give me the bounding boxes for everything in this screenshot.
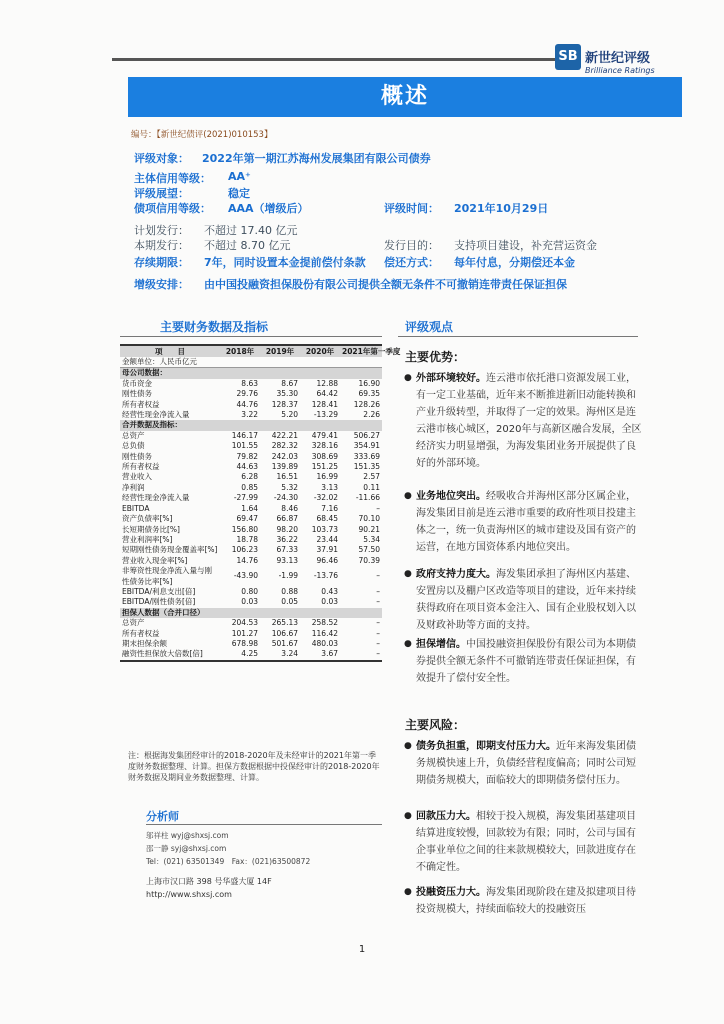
- table-header-cell: 2019年: [260, 346, 300, 357]
- table-cell: 69.35: [358, 389, 380, 399]
- table-cell: 308.69: [311, 451, 338, 461]
- table-cell: 98.20: [276, 524, 298, 534]
- table-cell: 0.85: [241, 482, 258, 492]
- table-cell: –: [376, 597, 380, 607]
- table-row: [120, 452, 382, 462]
- table-cell: –: [376, 638, 380, 648]
- bond-rating-label: 债项信用等级：: [134, 202, 211, 215]
- table-row: [120, 441, 382, 451]
- bullet-icon: ●: [404, 887, 412, 897]
- strengths-item-lead: 业务地位突出。: [416, 491, 486, 502]
- table-cell: 29.76: [236, 389, 258, 399]
- bullet-icon: ●: [404, 373, 412, 383]
- table-cell: 4.25: [241, 649, 258, 659]
- table-cell: 44.76: [236, 399, 258, 409]
- table-row-label: 所有者权益: [122, 399, 160, 409]
- table-cell: 5.34: [363, 534, 380, 544]
- bullet-icon: ●: [404, 811, 412, 821]
- table-cell: 3.67: [321, 649, 338, 659]
- table-cell: 151.35: [353, 462, 380, 472]
- table-header-cell: 2021年第一季度: [342, 347, 401, 356]
- risks-item-lead: 债务负担重，即期支付压力大。: [416, 741, 556, 752]
- table-cell: 1.64: [241, 503, 258, 513]
- table-cell: 16.90: [358, 378, 380, 388]
- table-row-label: 净利润: [122, 482, 145, 492]
- table-cell: 16.51: [276, 472, 298, 482]
- financial-section-rule: [120, 336, 382, 337]
- table-row: [120, 389, 382, 399]
- table-row: [120, 556, 382, 566]
- table-cell: 69.47: [236, 514, 258, 524]
- term-label: 存续期限：: [134, 256, 189, 269]
- page-number: 1: [358, 944, 366, 955]
- table-cell: 3.22: [241, 410, 258, 420]
- table-cell: -43.90: [233, 571, 258, 581]
- rating-time-value: 2021年10月29日: [454, 202, 549, 215]
- table-cell: 146.17: [231, 430, 258, 440]
- risks-item: [404, 808, 644, 876]
- purpose-label: 发行目的：: [384, 239, 439, 252]
- planned-issue-value: 不超过 17.40 亿元: [204, 224, 298, 237]
- risks-item: [404, 884, 644, 918]
- table-cell: 0.43: [321, 586, 338, 596]
- table-row-label: 经营性现金净流入量: [122, 410, 190, 420]
- table-cell: 18.78: [236, 534, 258, 544]
- table-header-cell: 2020年: [300, 346, 340, 357]
- table-row: [120, 618, 382, 628]
- table-unit-row: [120, 357, 382, 368]
- table-cell: 106.67: [271, 628, 298, 638]
- company-address: 上海市汉口路 398 号华盛大厦 14F: [146, 877, 272, 886]
- logo-subtitle: Brilliance Ratings: [585, 66, 655, 75]
- financial-section-title: 主要财务数据及指标: [160, 320, 269, 334]
- table-row: [120, 472, 382, 482]
- table-row-label: 资产负债率[%]: [122, 514, 173, 524]
- table-row: [120, 462, 382, 472]
- table-cell: 480.03: [311, 638, 338, 648]
- table-cell: -13.29: [313, 410, 338, 420]
- table-row: [120, 597, 382, 607]
- table-cell: 35.30: [276, 389, 298, 399]
- strengths-item-text: 经吸收合并海州区部分区属企业，海发集团目前是连云港市重要的政府性项目投建主体之一，统一负责海州区的城市建设及国有资产的运营，在地方国资体系内地位突出。: [416, 491, 636, 553]
- table-group-row: [120, 420, 382, 430]
- risks-item: [404, 738, 644, 789]
- financial-table: [120, 344, 401, 662]
- table-cell: 96.46: [316, 555, 338, 565]
- table-cell: 57.50: [358, 545, 380, 555]
- table-cell: 282.32: [271, 441, 298, 451]
- table-row: [120, 400, 382, 410]
- table-cell: 139.89: [271, 462, 298, 472]
- table-cell: 3.24: [281, 649, 298, 659]
- risks-item-lead: 投融资压力大。: [416, 887, 486, 898]
- table-cell: –: [376, 503, 380, 513]
- table-cell: 156.80: [231, 524, 258, 534]
- header-rule: [112, 58, 562, 61]
- table-cell: 128.26: [353, 399, 380, 409]
- table-row: [120, 504, 382, 514]
- table-cell: 0.03: [321, 597, 338, 607]
- table-cell: 501.67: [271, 638, 298, 648]
- strengths-item-lead: 担保增信。: [416, 639, 466, 650]
- table-cell: 0.11: [363, 482, 380, 492]
- table-note: 注：根据海发集团经审计的2018-2020年及未经审计的2021年第一季度财务数据整理、计算。担保方数据根据中投保经审计的2018-2020年财务数据及期间业务数据整理、计算。: [128, 751, 380, 782]
- table-row-label: 长短期债务比[%]: [122, 524, 180, 534]
- table-row: [120, 493, 382, 503]
- strengths-item: [404, 636, 644, 687]
- strengths-title: 主要优势：: [405, 350, 466, 364]
- table-cell: –: [376, 586, 380, 596]
- bullet-icon: ●: [404, 491, 412, 501]
- table-cell: 70.39: [358, 555, 380, 565]
- table-cell: 8.67: [281, 378, 298, 388]
- table-cell: -24.30: [273, 493, 298, 503]
- table-cell: 0.88: [281, 586, 298, 596]
- table-row: [120, 525, 382, 535]
- current-issue-label: 本期发行：: [134, 239, 189, 252]
- document-number: 编号：【新世纪债评(2021)010153】: [131, 130, 273, 140]
- table-cell: -1.99: [278, 571, 298, 581]
- table-cell: 64.42: [316, 389, 338, 399]
- table-cell: 258.52: [311, 618, 338, 628]
- enhancement-value: 由中国投融资担保股份有限公司提供全额无条件不可撤销连带责任保证担保: [204, 278, 567, 291]
- table-cell: 0.03: [241, 597, 258, 607]
- table-cell: –: [376, 628, 380, 638]
- table-row-label: 营业利润率[%]: [122, 534, 173, 544]
- repayment-label: 偿还方式：: [384, 256, 439, 269]
- risks-item-text: 近年来海发集团债务规模快速上升，负债经营程度偏高；同时公司短期债务规模大，面临较大的即期债务偿付压力。: [416, 741, 636, 786]
- table-cell: 23.44: [316, 534, 338, 544]
- table-group-title: 担保人数据（合并口径）: [120, 608, 382, 618]
- risks-item-text: 相较于投入规模，海发集团基建项目结算进度较慢，回款较为有限；同时，公司与国有企事业单位之间的往来款规模较大，回款进度存在不确定性。: [416, 811, 636, 873]
- risks-item-lead: 回款压力大。: [416, 811, 476, 822]
- table-cell: 5.20: [281, 410, 298, 420]
- table-unit-label: 金额单位：人民币亿元: [120, 357, 382, 368]
- table-cell: 2.26: [363, 410, 380, 420]
- table-row-label: 期末担保余额: [122, 638, 167, 648]
- rating-view-title: 评级观点: [405, 320, 454, 334]
- table-cell: 44.63: [236, 462, 258, 472]
- issuer-rating-label: 主体信用等级：: [134, 172, 211, 185]
- table-cell: 66.87: [276, 514, 298, 524]
- table-row-label: 所有者权益: [122, 628, 160, 638]
- table-cell: 3.13: [321, 482, 338, 492]
- company-website: http://www.shxsj.com: [146, 890, 232, 899]
- table-cell: 265.13: [271, 618, 298, 628]
- table-row-label: 融资性担保放大倍数[倍]: [122, 649, 203, 659]
- table-cell: -13.76: [313, 571, 338, 581]
- table-cell: 101.27: [231, 628, 258, 638]
- strengths-item-lead: 政府支持力度大。: [416, 569, 496, 580]
- analyst-rule: [146, 824, 382, 825]
- table-cell: –: [376, 571, 380, 581]
- rating-view-rule: [398, 336, 638, 337]
- table-header-cell: 2018年: [220, 346, 260, 357]
- table-row-label: 营业收入现金率[%]: [122, 555, 188, 565]
- repayment-value: 每年付息，分期偿还本金: [454, 256, 575, 269]
- bullet-icon: ●: [404, 639, 412, 649]
- table-row-label: EBITDA/刚性债务[倍]: [122, 597, 196, 607]
- table-cell: 128.37: [271, 399, 298, 409]
- rating-object-value: 2022年第一期江苏海州发展集团有限公司债券: [202, 152, 431, 165]
- table-cell: 5.32: [281, 482, 298, 492]
- table-row: [120, 566, 382, 587]
- bullet-icon: ●: [404, 569, 412, 579]
- table-header-cell: 项 目: [120, 346, 220, 357]
- outlook-value: 稳定: [228, 187, 250, 200]
- risks-title: 主要风险：: [405, 718, 466, 732]
- table-cell: 204.53: [231, 618, 258, 628]
- strengths-item: [404, 370, 644, 472]
- table-group-title: 合并数据及指标：: [120, 420, 382, 430]
- table-cell: 36.22: [276, 534, 298, 544]
- table-row: [120, 649, 382, 659]
- analyst-line: 邵一静 syj@shxsj.com: [146, 844, 227, 853]
- purpose-value: 支持项目建设，补充营运资金: [454, 239, 597, 252]
- table-cell: -32.02: [313, 493, 338, 503]
- table-row-label: 非筹资性现金净流入量与刚性债务比率[%]: [122, 566, 212, 586]
- analyst-contact: Tel：(021) 63501349 Fax：(021)63500872: [146, 857, 311, 866]
- table-cell: 678.98: [231, 638, 258, 648]
- current-issue-value: 不超过 8.70 亿元: [204, 239, 291, 252]
- outlook-label: 评级展望：: [134, 187, 189, 200]
- table-group-title: 母公司数据：: [120, 368, 382, 379]
- table-cell: –: [376, 649, 380, 659]
- table-cell: -11.66: [355, 493, 380, 503]
- risks-item-text: 海发集团现阶段在建及拟建项目待投资规模大，持续面临较大的投融资压: [416, 887, 636, 915]
- table-cell: 79.82: [236, 451, 258, 461]
- table-row-label: 经营性现金净流入量: [122, 493, 190, 503]
- table-cell: 151.25: [311, 462, 338, 472]
- rating-object-label: 评级对象：: [134, 152, 189, 165]
- table-cell: –: [376, 618, 380, 628]
- strengths-item: [404, 488, 644, 556]
- issuer-rating-value: AA⁺: [228, 170, 251, 183]
- bullet-icon: ●: [404, 741, 412, 751]
- table-row: [120, 639, 382, 649]
- table-row: [120, 379, 382, 389]
- table-cell: -27.99: [233, 493, 258, 503]
- table-cell: 14.76: [236, 555, 258, 565]
- table-cell: 128.41: [311, 399, 338, 409]
- table-cell: 16.99: [316, 472, 338, 482]
- enhancement-label: 增级安排：: [134, 278, 189, 291]
- table-row-label: 营业收入: [122, 472, 152, 482]
- bond-rating-value: AAA（增级后）: [228, 202, 309, 215]
- table-row-label: 刚性债务: [122, 389, 152, 399]
- planned-issue-label: 计划发行：: [134, 224, 189, 237]
- table-header-row: [120, 346, 382, 357]
- table-row-label: EBITDA: [122, 503, 150, 513]
- table-group-row: [120, 608, 382, 618]
- table-row-label: 总资产: [122, 618, 145, 628]
- table-cell: 506.27: [353, 430, 380, 440]
- table-cell: 106.23: [231, 545, 258, 555]
- rating-time-label: 评级时间：: [384, 202, 439, 215]
- table-cell: 0.05: [281, 597, 298, 607]
- strengths-item-text: 中国投融资担保股份有限公司为本期债券提供全额无条件不可撤销连带责任保证担保，有效提升了偿付安全性。: [416, 639, 636, 684]
- table-row: [120, 431, 382, 441]
- table-cell: 67.33: [276, 545, 298, 555]
- table-cell: 116.42: [311, 628, 338, 638]
- table-cell: 8.46: [281, 503, 298, 513]
- table-cell: 93.13: [276, 555, 298, 565]
- table-row: [120, 483, 382, 493]
- table-row-label: 刚性债务: [122, 451, 152, 461]
- strengths-item-lead: 外部环境较好。: [416, 373, 486, 384]
- table-row: [120, 587, 382, 597]
- table-row: [120, 629, 382, 639]
- logo-mark: SB: [555, 44, 581, 70]
- table-cell: 354.91: [353, 441, 380, 451]
- table-cell: 6.28: [241, 472, 258, 482]
- table-cell: 70.10: [358, 514, 380, 524]
- table-row: [120, 410, 382, 420]
- table-cell: 242.03: [271, 451, 298, 461]
- analyst-title: 分析师: [146, 810, 179, 823]
- table-group-row: [120, 368, 382, 379]
- table-cell: 328.16: [311, 441, 338, 451]
- table-row-label: 货币资金: [122, 378, 152, 388]
- table-row: [120, 535, 382, 545]
- table-cell: 37.91: [316, 545, 338, 555]
- table-cell: 7.16: [321, 503, 338, 513]
- table-cell: 12.88: [316, 378, 338, 388]
- analyst-line: 邬祥柱 wyj@shxsj.com: [146, 831, 229, 840]
- table-row: [120, 514, 382, 524]
- table-cell: 2.57: [363, 472, 380, 482]
- table-row-label: 短期刚性债务现金覆盖率[%]: [122, 545, 218, 555]
- strengths-item-text: 连云港市依托港口资源发展工业，有一定工业基础，近年来不断推进新旧动能转换和产业升级转型，并取得了一定的效果。海州区是连云港市核心城区，2020年与高新区融合发展，全区经济实力明显增强，为海发集团业务开展提供了良好的外部环境。: [416, 373, 642, 469]
- table-cell: 101.55: [231, 441, 258, 451]
- table-row-label: 总资产: [122, 430, 145, 440]
- page-title: 概述: [380, 84, 429, 109]
- table-cell: 333.69: [353, 451, 380, 461]
- table-row-label: EBITDA/利息支出[倍]: [122, 586, 196, 596]
- table-cell: 90.21: [358, 524, 380, 534]
- table-row: [120, 545, 382, 555]
- table-cell: 479.41: [311, 430, 338, 440]
- table-row-label: 所有者权益: [122, 462, 160, 472]
- table-cell: 422.21: [271, 430, 298, 440]
- table-cell: 0.80: [241, 586, 258, 596]
- logo-name: 新世纪评级: [585, 51, 651, 66]
- table-cell: 68.45: [316, 514, 338, 524]
- table-cell: 103.73: [311, 524, 338, 534]
- strengths-item: [404, 566, 644, 634]
- table-row-label: 总负债: [122, 441, 145, 451]
- table-cell: 8.63: [241, 378, 258, 388]
- strengths-item-text: 海发集团承担了海州区内基建、安置房以及棚户区改造等项目的建设，近年来持续获得政府在项目资本金注入、国有企业股权划入以及财政补助等方面的支持。: [416, 569, 636, 631]
- term-value: 7年，同时设置本金提前偿付条款: [204, 256, 366, 269]
